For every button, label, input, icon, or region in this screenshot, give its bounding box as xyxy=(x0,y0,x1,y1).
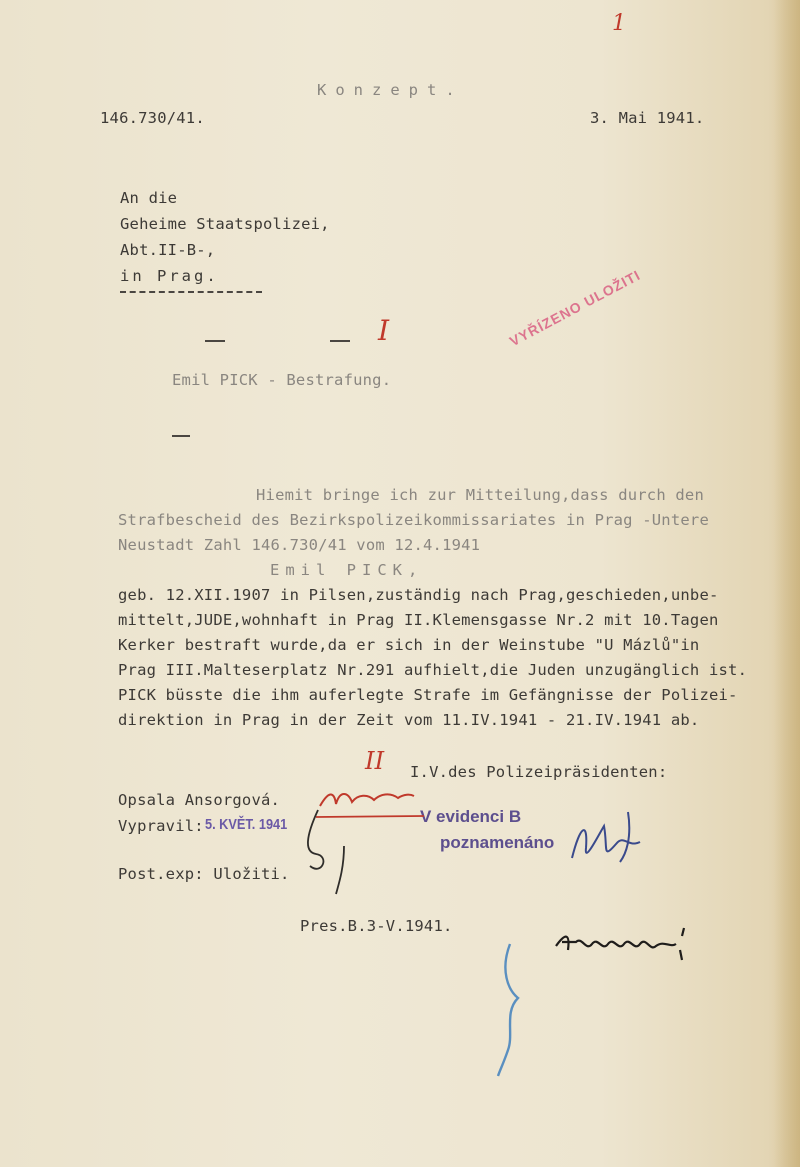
reference-number: Pres.B.3-V.1941. xyxy=(300,917,453,935)
body-line-1: Hiemit bringe ich zur Mitteilung,dass durch den xyxy=(256,486,704,504)
body-line-2: Strafbescheid des Bezirkspolizeikommissariates in Prag -Untere xyxy=(118,511,709,529)
address-line-4: in Prag. xyxy=(120,267,219,285)
sent-label: Vypravil: xyxy=(118,817,204,835)
body-line-5: geb. 12.XII.1907 in Pilsen,zuständig nach Prag,geschieden,unbe- xyxy=(118,586,719,604)
address-line-1: An die xyxy=(120,189,178,207)
koncept-mark: Konzept. xyxy=(317,81,464,99)
evidence-stamp-line-2: poznamenáno xyxy=(440,833,555,852)
marginal-numeral-two: II xyxy=(365,747,385,775)
separator-dash-1 xyxy=(205,340,225,342)
signature-authority: I.V.des Polizeipräsidenten: xyxy=(410,763,668,781)
sent-date-stamp: 5. KVĚT. 1941 xyxy=(205,816,288,833)
body-line-10: direktion in Prag in der Zeit vom 11.IV.1941 - 21.IV.1941 ab. xyxy=(118,711,700,729)
evidence-signature xyxy=(568,808,648,868)
evidence-stamp-line-1: V evidenci B xyxy=(420,807,522,826)
body-line-6: mittelt,JUDE,wohnhaft in Prag II.Klemensgasse Nr.2 mit 10.Tagen xyxy=(118,611,719,629)
post-expedition: Post.exp: Uložiti. xyxy=(118,865,290,883)
body-line-7: Kerker bestraft wurde,da er sich in der Weinstube "U Mázlů"in xyxy=(118,636,700,654)
body-line-3: Neustadt Zahl 146.730/41 vom 12.4.1941 xyxy=(118,536,481,554)
body-name-line: Emil PICK, xyxy=(270,561,424,579)
top-red-mark: 1 xyxy=(612,11,627,36)
subject-line: Emil PICK - Bestrafung. xyxy=(172,371,392,389)
copied-by: Opsala Ansorgová. xyxy=(118,791,281,809)
address-line-3: Abt.II-B-, xyxy=(120,241,216,259)
separator-dash-2 xyxy=(330,340,350,342)
address-line-2: Geheime Staatspolizei, xyxy=(120,215,330,233)
body-line-8: Prag III.Malteserplatz Nr.291 aufhielt,die Juden unzugänglich ist. xyxy=(118,661,748,679)
black-pencil-check xyxy=(300,806,360,896)
official-signature xyxy=(552,922,702,962)
marginal-numeral-one: I xyxy=(378,314,390,347)
address-underline xyxy=(120,291,262,293)
subject-dash xyxy=(172,435,190,437)
body-line-9: PICK büsste die ihm auferlegte Strafe im Gefängnisse der Polizei- xyxy=(118,686,738,704)
blue-pencil-mark xyxy=(488,940,538,1080)
red-stamp-vyrizeno: VYŘÍZENO ULOŽITI xyxy=(506,266,644,350)
file-number: 146.730/41. xyxy=(100,109,205,127)
document-date: 3. Mai 1941. xyxy=(590,109,705,127)
